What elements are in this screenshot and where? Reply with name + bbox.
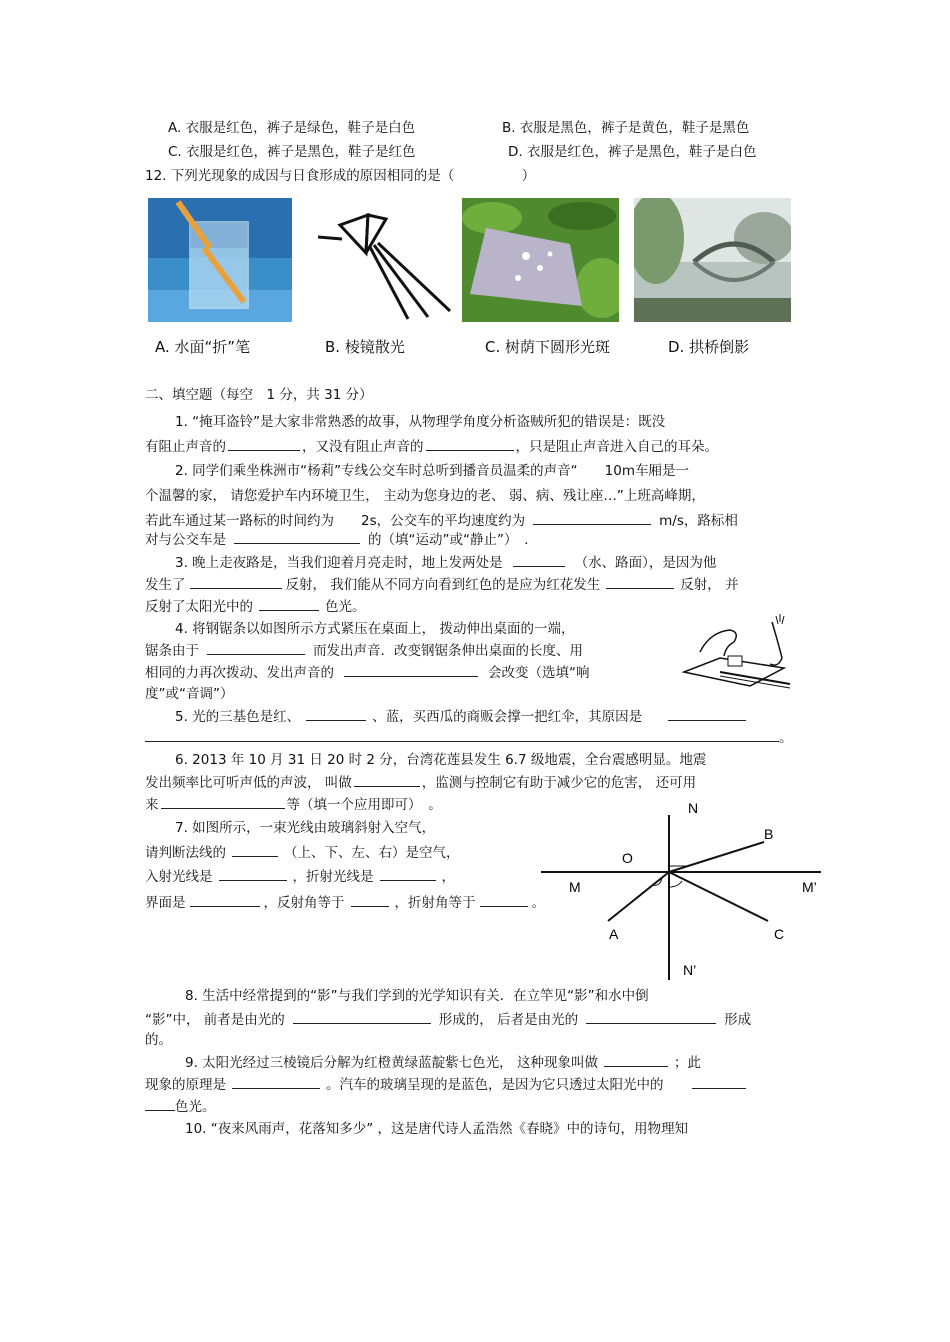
fill-q3-line1: 3. 晚上走夜路是，当我们迎着月亮走时，地上发两处是 （水、路面），是因为他 xyxy=(175,552,716,573)
q9-blank-2[interactable] xyxy=(232,1074,320,1089)
q11-option-b: B. 衣服是黑色，裤子是黄色，鞋子是黑色 xyxy=(502,120,750,136)
fill-q7-line3: 入射光线是 ，折射光线是 ， xyxy=(145,866,455,887)
tree-shade-light-spots-image xyxy=(462,198,619,322)
fill-q2-line4: 对与公交车是 的（填“运动”或“静止”） ． xyxy=(145,529,538,550)
label-m-prime: M’ xyxy=(802,879,817,895)
q7-blank-5[interactable] xyxy=(351,892,389,907)
label-o: O xyxy=(622,850,633,866)
q7-blank-3[interactable] xyxy=(380,866,436,881)
fill-q3-line2: 发生了 反射， 我们能从不同方向看到红色的是应为红花发生 反射， 并 xyxy=(145,574,739,595)
label-n: N xyxy=(688,800,699,816)
q7-blank-6[interactable] xyxy=(480,892,528,907)
pencil-in-water-image xyxy=(148,198,292,322)
label-a: A xyxy=(609,926,619,942)
refraction-diagram xyxy=(536,795,826,985)
fill-q2-line1: 2. 同学们乘坐株洲市“杨莉”专线公交车时总听到播音员温柔的声音“ 10m车厢是一 xyxy=(175,463,689,479)
fill-q6-line2: 发出频率比可听声低的声波， 叫做 ，监测与控制它有助于减少它的危害， 还可用 xyxy=(145,772,696,793)
fill-q9-line2: 现象的原理是 。汽车的玻璃呈现的是蓝色，是因为它只透过太阳光中的 xyxy=(145,1074,746,1095)
prism-dispersion-image xyxy=(318,205,453,323)
fill-q1-line1: 1. “掩耳盗铃”是大家非常熟悉的故事，从物理学角度分析盗贼所犯的错误是：既没 xyxy=(175,414,666,430)
fill-q7-line1: 7. 如图所示，一束光线由玻璃斜射入空气， xyxy=(175,820,436,836)
q11-option-d: D. 衣服是红色，裤子是黑色，鞋子是白色 xyxy=(508,144,757,160)
fill-q10-line1: 10. “夜来风雨声，花落知多少” ，这是唐代诗人孟浩然《春晓》中的诗句，用物理知 xyxy=(185,1121,689,1137)
fill-q8-line3: 的。 xyxy=(145,1032,172,1048)
fill-q2-line2: 个温馨的家， 请您爱护车内环境卫生， 主动为您身边的老、 弱、病、残让座…”上班高峰期， xyxy=(145,488,705,504)
fill-q9-line1: 9. 太阳光经过三棱镜后分解为红橙黄绿蓝靛紫七色光， 这种现象叫做 ；此 xyxy=(185,1052,701,1073)
q12-stem: 12. 下列光现象的成因与日食形成的原因相同的是（ ） xyxy=(145,168,536,184)
fill-q9-line3: 色光。 xyxy=(145,1096,216,1117)
q3-blank-2[interactable] xyxy=(190,574,282,589)
ray-ob xyxy=(669,842,764,872)
fill-q4-line3: 相同的力再次拨动、发出声音的 会改变（选填“响 xyxy=(145,662,590,683)
fill-q4-line4: 度”或“音调”） xyxy=(145,686,234,702)
fill-q5-line2: 。 xyxy=(145,727,793,748)
q4-blank-2[interactable] xyxy=(344,662,478,677)
label-m: M xyxy=(569,879,581,895)
q1-blank-2[interactable] xyxy=(426,436,514,451)
fill-q6-line3: 来 等（填一个应用即可） 。 xyxy=(145,794,442,815)
q5-blank-1[interactable] xyxy=(306,706,366,721)
section2-title: 二、填空题（每空 1 分，共 31 分） xyxy=(145,387,373,403)
fill-q7-line4: 界面是 ，反射角等于 ，折射角等于 。 xyxy=(145,892,545,913)
q11-option-a: A. 衣服是红色，裤子是绿色，鞋子是白色 xyxy=(168,120,416,136)
q6-blank-2[interactable] xyxy=(161,794,285,809)
q8-blank-1[interactable] xyxy=(293,1009,431,1024)
saw-blade-on-table-image xyxy=(680,612,804,696)
q3-blank-1[interactable] xyxy=(513,552,565,567)
q12-caption-c: C. 树荫下圆形光斑 xyxy=(485,338,611,356)
fill-q5-line1: 5. 光的三基色是红、 、蓝，买西瓜的商贩会撑一把红伞，其原因是 xyxy=(175,706,746,727)
fill-q2-line3: 若此车通过某一路标的时间约为 2s，公交车的平均速度约为 m/s，路标相 xyxy=(145,510,738,531)
q9-blank-4[interactable] xyxy=(145,1096,175,1111)
q8-blank-2[interactable] xyxy=(586,1009,716,1024)
fill-q8-line2: “影”中， 前者是由光的 形成的， 后者是由光的 形成 xyxy=(145,1009,751,1030)
q7-blank-1[interactable] xyxy=(232,842,278,857)
label-c: C xyxy=(774,926,785,942)
q7-blank-4[interactable] xyxy=(190,892,260,907)
q12-caption-d: D. 拱桥倒影 xyxy=(668,338,750,356)
q5-blank-3[interactable] xyxy=(145,727,779,742)
q12-caption-a: A. 水面“折”笔 xyxy=(155,338,251,356)
ray-oa xyxy=(608,872,669,921)
ray-oc xyxy=(669,872,768,921)
fill-q4-line1: 4. 将钢锯条以如图所示方式紧压在桌面上， 拨动伸出桌面的一端， xyxy=(175,621,575,637)
q5-blank-2[interactable] xyxy=(668,706,746,721)
arch-bridge-reflection-image xyxy=(634,198,791,322)
q4-blank-1[interactable] xyxy=(207,640,305,655)
q1-blank-1[interactable] xyxy=(228,436,300,451)
q6-blank-1[interactable] xyxy=(354,772,420,787)
q2-blank-1[interactable] xyxy=(533,510,651,525)
fill-q1-line2: 有阻止声音的 ，又没有阻止声音的 ，只是阻止声音进入自己的耳朵。 xyxy=(145,436,718,457)
q9-blank-1[interactable] xyxy=(604,1052,668,1067)
q7-blank-2[interactable] xyxy=(219,866,287,881)
fill-q6-line1: 6. 2013 年 10 月 31 日 20 时 2 分，台湾花莲县发生 6.7 级地震，全台震感明显。地震 xyxy=(175,752,707,768)
fill-q8-line1: 8. 生活中经常提到的“影”与我们学到的光学知识有关．在立竿见“影”和水中倒 xyxy=(185,988,649,1004)
q9-blank-3[interactable] xyxy=(692,1074,746,1089)
q3-blank-3[interactable] xyxy=(606,574,674,589)
q2-blank-2[interactable] xyxy=(234,529,360,544)
fill-q7-line2: 请判断法线的 （上、下、左、右）是空气， xyxy=(145,842,460,863)
q3-blank-4[interactable] xyxy=(259,596,319,611)
fill-q3-line3: 反射了太阳光中的 色光。 xyxy=(145,596,366,617)
fill-q4-line2: 锯条由于 而发出声音．改变钢锯条伸出桌面的长度、用 xyxy=(145,640,583,661)
label-b: B xyxy=(764,826,774,842)
q12-caption-b: B. 棱镜散光 xyxy=(325,338,405,356)
q11-option-c: C. 衣服是红色，裤子是黑色，鞋子是红色 xyxy=(168,144,416,160)
label-n-prime: N’ xyxy=(683,962,697,978)
